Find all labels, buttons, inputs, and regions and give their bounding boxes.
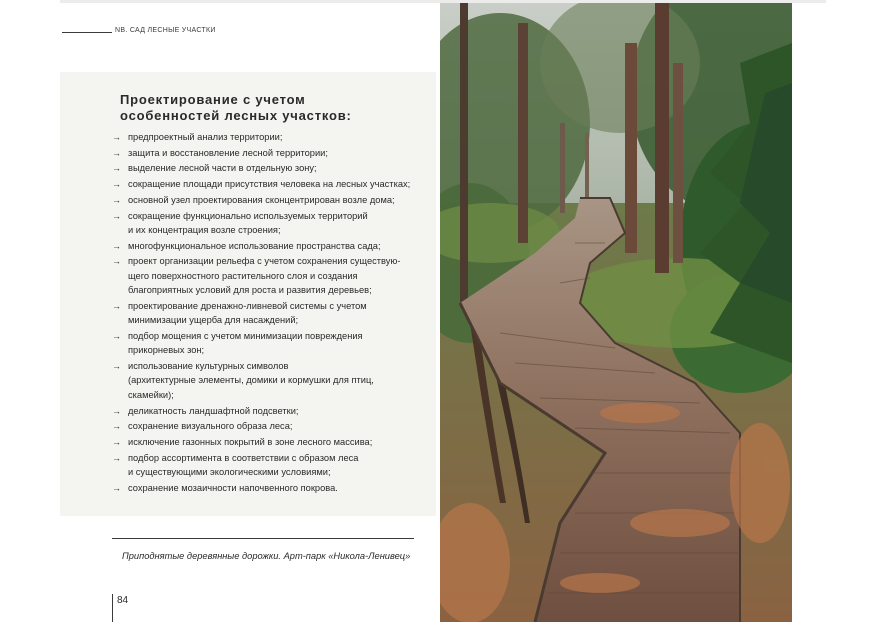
forest-boardwalk-photo — [440, 3, 792, 622]
bullet-item — [112, 481, 432, 495]
bullet-item-text: деликатность ландшафтной подсветки; — [128, 405, 299, 416]
bullet-item-text: основной узел проектирования сконцентрирован возле дома; — [128, 194, 395, 205]
arrow-bullet-icon: → — [112, 210, 121, 221]
caption-rule — [112, 538, 414, 539]
bullet-item-text: исключение газонных покрытий в зоне лесного массива; — [128, 436, 373, 447]
bullet-item — [112, 239, 432, 253]
running-header: NB. САД ЛЕСНЫЕ УЧАСТКИ — [115, 27, 216, 34]
bullet-item — [112, 177, 432, 191]
arrow-bullet-icon: → — [112, 240, 121, 251]
arrow-bullet-icon: → — [112, 194, 121, 205]
bullet-item-text: многофункциональное использование пространства сада; — [128, 240, 381, 251]
page-number: 84 — [117, 595, 129, 606]
arrow-bullet-icon: → — [112, 132, 121, 142]
bullet-item — [112, 404, 432, 418]
bullet-item-text: сохранение визуального образа леса; — [128, 421, 293, 432]
arrow-bullet-icon: → — [112, 436, 121, 447]
bullet-item — [112, 299, 432, 328]
arrow-bullet-icon: → — [112, 256, 121, 267]
arrow-bullet-icon: → — [112, 330, 121, 341]
header-rule — [62, 32, 112, 33]
arrow-bullet-icon: → — [112, 361, 121, 372]
bullet-item — [112, 451, 432, 480]
section-heading: Проектирование с учетом особенностей лесных участков: — [120, 92, 352, 123]
arrow-bullet-icon: → — [112, 300, 121, 311]
arrow-bullet-icon: → — [112, 405, 121, 416]
arrow-bullet-icon: → — [112, 482, 121, 493]
bullet-item — [112, 254, 432, 297]
arrow-bullet-icon: → — [112, 421, 121, 432]
bullet-item — [112, 146, 432, 160]
bullet-item — [112, 193, 432, 207]
bullet-item-text: защита и восстановление лесной территории; — [128, 147, 328, 158]
photo-caption: Приподнятые деревянные дорожки. Арт-парк «Никола-Ленивец» — [122, 551, 411, 561]
bullet-item — [112, 359, 432, 402]
arrow-bullet-icon: → — [112, 452, 121, 463]
page-number-rule — [112, 594, 113, 622]
bullet-item — [112, 130, 432, 144]
bullet-item-text: проект организации рельефа с учетом сохранения существую- щего поверхностного растительного слоя и создания благоприятных условий для роста и развития деревьев; — [128, 256, 401, 296]
arrow-bullet-icon: → — [112, 163, 121, 174]
bullet-item-text: предпроектный анализ территории; — [128, 132, 283, 142]
bullet-item — [112, 209, 432, 238]
bullet-item-text: использование культурных символов (архитектурные элементы, домики и кормушки для птиц, скамейки); — [128, 361, 374, 400]
bullet-item-text: сокращение площади присутствия человека на лесных участках; — [128, 179, 411, 190]
bullet-item-text: сокращение функционально используемых территорий и их концентрация возле строения; — [128, 210, 368, 235]
bullet-item-text: проектирование дренажно-ливневой системы с учетом минимизации ущерба для насаждений; — [128, 300, 367, 326]
bullet-item — [112, 419, 432, 433]
bullet-item-text: выделение лесной части в отдельную зону; — [128, 163, 317, 174]
bullet-item-text: подбор мощения с учетом минимизации повреждения прикорневых зон; — [128, 330, 363, 356]
bullet-item — [112, 435, 432, 449]
arrow-bullet-icon: → — [112, 147, 121, 158]
bullet-list — [112, 130, 432, 497]
bullet-item — [112, 161, 432, 175]
arrow-bullet-icon: → — [112, 179, 121, 190]
bullet-item-text: подбор ассортимента в соответствии с образом леса и существующими экологическими условиями; — [128, 452, 359, 478]
bullet-item — [112, 329, 432, 358]
bullet-item-text: сохранение мозаичности напочвенного покрова. — [128, 482, 338, 493]
